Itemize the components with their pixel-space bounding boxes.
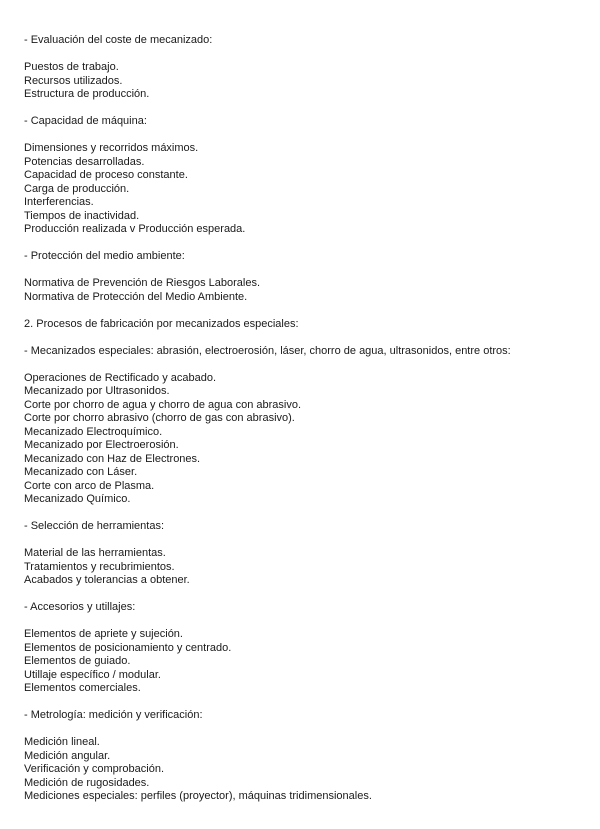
section-heading: - Protección del medio ambiente:	[24, 250, 185, 262]
list-item: Corte por chorro abrasivo (chorro de gas con abrasivo).	[24, 412, 295, 424]
section-heading: - Selección de herramientas:	[24, 520, 165, 532]
paragraph-gap	[24, 507, 584, 521]
list-item: Corte por chorro de agua y chorro de agua con abrasivo.	[24, 398, 301, 411]
list-item: Medición de rugosidades.	[24, 776, 150, 789]
list-item: Mecanizado con Láser.	[24, 466, 138, 478]
section-heading: 2. Procesos de fabricación por mecanizados especiales:	[24, 317, 299, 330]
paragraph-gap	[24, 237, 584, 251]
section-heading: - Capacidad de máquina:	[24, 115, 147, 127]
list-item: Medición angular.	[24, 749, 111, 762]
paragraph-gap	[24, 696, 584, 710]
list-item: Dimensiones y recorridos máximos.	[24, 142, 199, 154]
paragraph-gap	[24, 534, 584, 548]
document-page	[24, 34, 584, 804]
section-heading: - Accesorios y utillajes:	[24, 601, 136, 613]
paragraph-gap	[24, 723, 584, 737]
list-item: Material de las herramientas.	[24, 547, 166, 559]
list-item: Elementos de posicionamiento y centrado.	[24, 641, 232, 654]
list-item: Elementos comerciales.	[24, 682, 141, 694]
list-item: Normativa de Prevención de Riesgos Laborales.	[24, 277, 261, 289]
list-item: Tratamientos y recubrimientos.	[24, 560, 175, 573]
paragraph-gap	[24, 48, 584, 62]
list-item: Estructura de producción.	[24, 88, 150, 100]
list-item: Mecanizado por Ultrasonidos.	[24, 385, 170, 397]
paragraph-gap	[24, 129, 584, 143]
list-item: Verificación y comprobación.	[24, 763, 165, 775]
paragraph-gap	[24, 264, 584, 278]
list-item: Medición lineal.	[24, 736, 100, 748]
list-item: Mecanizado Químico.	[24, 493, 131, 505]
list-item: Operaciones de Rectificado y acabado.	[24, 371, 217, 384]
section-heading: - Metrología: medición y verificación:	[24, 709, 203, 721]
paragraph-gap	[24, 358, 584, 372]
list-item: Tiempos de inactividad.	[24, 209, 140, 222]
list-item: Carga de producción.	[24, 182, 130, 195]
section-heading: - Evaluación del coste de mecanizado:	[24, 34, 213, 46]
paragraph-gap	[24, 615, 584, 629]
list-item: Elementos de guiado.	[24, 655, 131, 667]
list-item: Mecanizado con Haz de Electrones.	[24, 452, 201, 465]
list-item: Mecanizado por Electroerosión.	[24, 439, 179, 451]
list-item: Mediciones especiales: perfiles (proyector), máquinas tridimensionales.	[24, 790, 372, 802]
section-heading: - Mecanizados especiales: abrasión, electroerosión, láser, chorro de agua, ultrasonidos, entre otros:	[24, 344, 511, 357]
list-item: Producción realizada v Producción esperada.	[24, 223, 246, 235]
list-item: Acabados y tolerancias a obtener.	[24, 574, 190, 586]
list-item: Interferencias.	[24, 196, 94, 208]
list-item: Corte con arco de Plasma.	[24, 479, 155, 492]
list-item: Elementos de apriete y sujeción.	[24, 628, 183, 640]
paragraph-gap	[24, 304, 584, 318]
list-item: Recursos utilizados.	[24, 74, 123, 87]
paragraph-gap	[24, 102, 584, 116]
paragraph-gap	[24, 331, 584, 345]
list-item: Normativa de Protección del Medio Ambiente.	[24, 290, 248, 303]
list-item: Potencias desarrolladas.	[24, 155, 145, 168]
list-item: Puestos de trabajo.	[24, 61, 119, 73]
list-item: Capacidad de proceso constante.	[24, 169, 188, 181]
list-item: Mecanizado Electroquímico.	[24, 425, 163, 438]
paragraph-gap	[24, 588, 584, 602]
list-item: Utillaje específico / modular.	[24, 668, 161, 681]
